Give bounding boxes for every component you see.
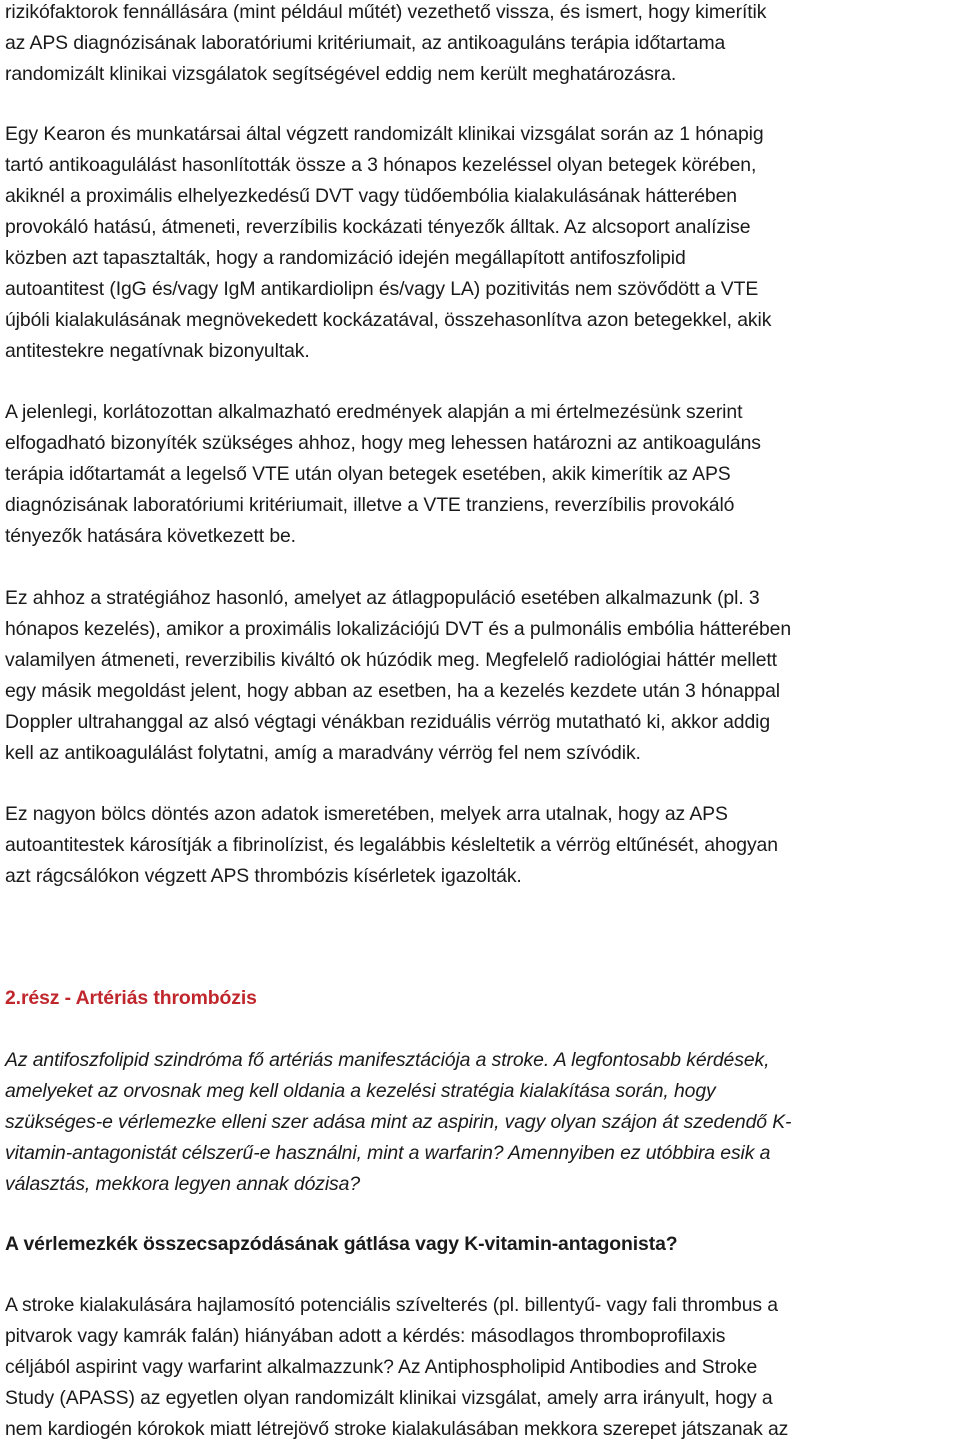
text-line: A stroke kialakulására hajlamosító potenciális szívelterés (pl. billentyű- vagy fali thrombus a [5, 1294, 778, 1316]
text-line: provokáló hatású, átmeneti, reverzíbilis kockázati tényezők álltak. Az alcsoport analízise [5, 216, 751, 238]
text-line: Ez ahhoz a stratégiához hasonló, amelyet az átlagpopuláció esetében alkalmazunk (pl. 3 [5, 587, 760, 609]
text-line: autoantitestek károsítják a fibrinolízist, és legalábbis késleltetik a vérrög eltűnését, ahogyan [5, 834, 778, 856]
section-heading: 2.rész - Artériás thrombózis [5, 987, 257, 1009]
paragraph-italic-intro [5, 1045, 960, 1200]
text-line: újbóli kialakulásának megnövekedett kockázatával, összehasonlítva azon betegekkel, akik [5, 309, 772, 331]
paragraph-current-results [5, 397, 960, 552]
section-heading-arterial [5, 983, 960, 1014]
text-line: egy másik megoldást jelent, hogy abban az esetben, ha a kezelés kezdete után 3 hónappal [5, 680, 781, 702]
text-line: kell az antikoagulálást folytatni, amíg a maradvány vérrög fel nem szívódik. [5, 742, 641, 764]
text-line: tartó antikoagulálást hasonlították össze a 3 hónapos kezeléssel olyan betegek körében, [5, 154, 757, 176]
text-line: Doppler ultrahanggal az alsó végtagi vénákban reziduális vérrög mutatható ki, akkor addig [5, 711, 771, 733]
text-line: közben azt tapasztalták, hogy a randomizáció idején megállapított antifoszfolipid [5, 247, 686, 269]
paragraph-stroke [5, 1290, 960, 1445]
subheading: A vérlemezkék összecsapzódásának gátlása vagy K-vitamin-antagonista? [5, 1233, 678, 1255]
text-line: választás, mekkora legyen annak dózisa? [5, 1173, 361, 1195]
text-line: pitvarok vagy kamrák falán) hiányában adott a kérdés: másodlagos thromboprofilaxis [5, 1325, 726, 1347]
subheading-platelet [5, 1229, 960, 1260]
text-line: az APS diagnózisának laboratóriumi kritériumait, az antikoaguláns terápia időtartama [5, 32, 726, 54]
text-line: szükséges-e vérlemezke elleni szer adása mint az aspirin, vagy olyan szájon át szedendő K- [5, 1111, 792, 1133]
text-line: antitestekre negatívnak bizonyultak. [5, 340, 310, 362]
paragraph-wise-decision [5, 799, 960, 892]
text-line: amelyeket az orvosnak meg kell oldania a kezelési stratégia kialakítása során, hogy [5, 1080, 716, 1102]
text-line: valamilyen átmeneti, reverzibilis kiváltó ok húzódik meg. Megfelelő radiológiai háttér mellett [5, 649, 777, 671]
text-line: autoantitest (IgG és/vagy IgM antikardiolipn és/vagy LA) pozitivitás nem szövődött a VTE [5, 278, 759, 300]
text-line: Egy Kearon és munkatársai által végzett randomizált klinikai vizsgálat során az 1 hónapig [5, 123, 764, 145]
text-line: hónapos kezelés), amikor a proximális lokalizációjú DVT és a pulmonális embólia hátterében [5, 618, 792, 640]
text-line: azt rágcsálókon végzett APS thrombózis kísérletek igazolták. [5, 865, 522, 887]
text-line: A jelenlegi, korlátozottan alkalmazható eredmények alapján a mi értelmezésünk szerint [5, 401, 743, 423]
text-line: Az antifoszfolipid szindróma fő artériás manifesztációja a stroke. A legfontosabb kérdések, [5, 1049, 770, 1071]
text-line: vitamin-antagonistát célszerű-e használni, mint a warfarin? Amennyiben ez utóbbira esik a [5, 1142, 771, 1164]
text-line: Ez nagyon bölcs döntés azon adatok ismeretében, melyek arra utalnak, hogy az APS [5, 803, 728, 825]
text-line: tényezők hatására következett be. [5, 525, 296, 547]
text-line: Study (APASS) az egyetlen olyan randomizált klinikai vizsgálat, amely arra irányult, hogy a [5, 1387, 773, 1409]
paragraph-strategy [5, 583, 960, 769]
paragraph-kearon [5, 119, 960, 367]
text-line: akiknél a proximális elhelyezkedésű DVT vagy tüdőembólia kialakulásának hátterében [5, 185, 737, 207]
text-line: randomizált klinikai vizsgálatok segítségével eddig nem került meghatározásra. [5, 63, 677, 85]
paragraph-intro [5, 0, 960, 90]
text-line: diagnózisának laboratóriumi kritériumait, illetve a VTE tranziens, reverzíbilis provokáló [5, 494, 735, 516]
text-line: terápia időtartamát a legelső VTE után olyan betegek esetében, akik kimerítik az APS [5, 463, 731, 485]
text-line: elfogadható bizonyíték szükséges ahhoz, hogy meg lehessen határozni az antikoaguláns [5, 432, 761, 454]
text-line: nem kardiogén kórokok miatt létrejövő stroke kialakulásában mekkora szerepet játszanak az [5, 1418, 789, 1440]
text-line: céljából aspirint vagy warfarint alkalmazzunk? Az Antiphospholipid Antibodies and Stroke [5, 1356, 758, 1378]
text-line: rizikófaktorok fennállására (mint például műtét) vezethető vissza, és ismert, hogy kimerítik [5, 1, 767, 23]
